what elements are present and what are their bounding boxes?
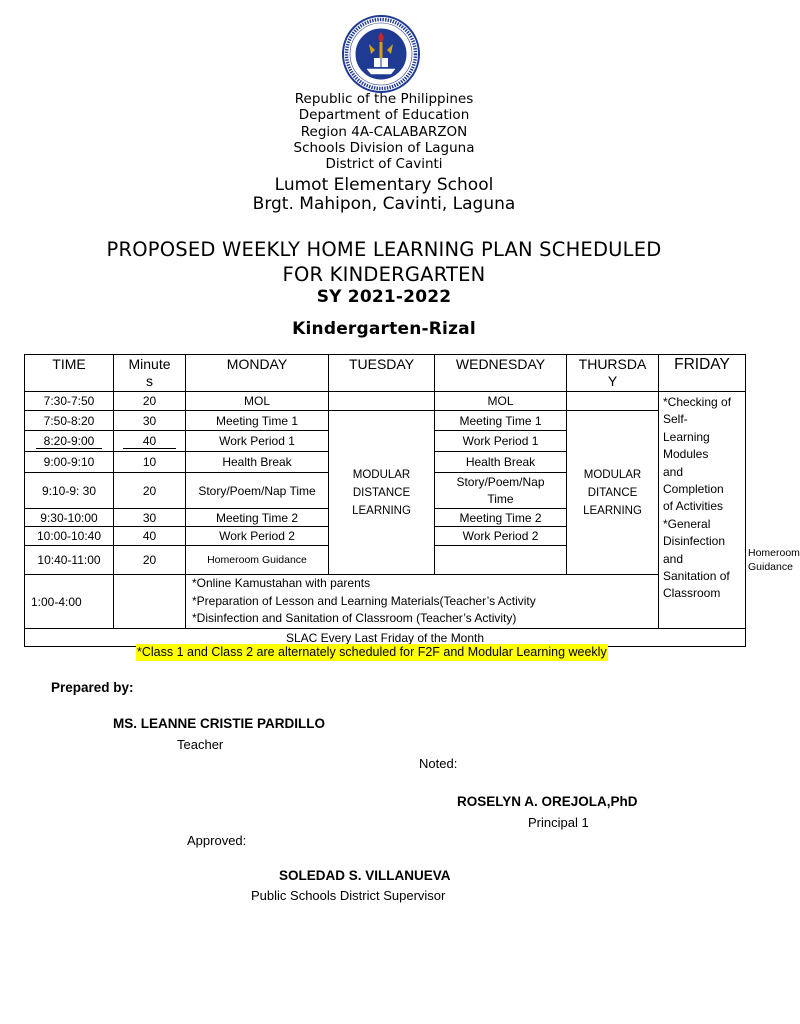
header-friday: FRIDAY: [659, 355, 746, 392]
principal-name: ROSELYN A. OREJOLA,PhD: [457, 794, 638, 809]
school-name: Lumot Elementary School: [274, 175, 494, 195]
plan-title-line1: PROPOSED WEEKLY HOME LEARNING PLAN SCHEDULED: [106, 238, 662, 261]
prepared-label: Prepared by:: [51, 680, 134, 695]
header-time: TIME: [25, 355, 114, 392]
header-republic: Republic of the Philippines: [294, 91, 474, 107]
header-region: Region 4A-CALABARZON: [300, 124, 468, 140]
header-district: District of Cavinti: [325, 156, 443, 172]
header-thursday: THURSDA Y: [567, 355, 659, 392]
cell-time: 7:30-7:50: [25, 392, 114, 411]
cell-monday: Meeting Time 1: [186, 411, 329, 431]
section-name: Kindergarten-Rizal: [292, 319, 476, 339]
school-year: SY 2021-2022: [316, 287, 452, 307]
header-department: Department of Education: [298, 107, 470, 123]
cell-minutes: 40: [114, 431, 186, 452]
approved-label: Approved:: [187, 833, 247, 848]
cell-monday: Story/Poem/Nap Time: [186, 473, 329, 509]
cell-time: 10:40-11:00: [25, 546, 114, 575]
cell-thursday: [567, 392, 659, 411]
friday-activities: *Checking of Self- Learning Modules and Completion of Activities *General Disinfection and Sanitation of Classroom: [659, 392, 746, 629]
header-tuesday: TUESDAY: [329, 355, 435, 392]
cell-wednesday: Work Period 2: [435, 527, 567, 546]
cell-tuesday: [435, 546, 567, 575]
cell-monday: Work Period 1: [186, 431, 329, 452]
afternoon-activities: *Online Kamustahan with parents *Preparation of Lesson and Learning Materials(Teacher’s Activity *Disinfection and Sanitation of Classroom (Teacher’s Activity): [186, 575, 659, 629]
supervisor-name: SOLEDAD S. VILLANUEVA: [279, 868, 451, 883]
cell-monday: Health Break: [186, 452, 329, 473]
cell-wednesday: Health Break: [435, 452, 567, 473]
cell-time: 10:00-10:40: [25, 527, 114, 546]
thursday-modular-block: MODULAR DITANCE LEARNING: [567, 411, 659, 575]
cell-wednesday: Work Period 1: [435, 431, 567, 452]
slac-note: SLAC Every Last Friday of the Month: [25, 629, 746, 647]
supervisor-role: Public Schools District Supervisor: [251, 888, 446, 903]
cell-time: 1:00-4:00: [25, 575, 114, 629]
cell-minutes: 40: [114, 527, 186, 546]
noted-label: Noted:: [419, 756, 458, 771]
tuesday-modular-block: MODULAR DISTANCE LEARNING: [329, 411, 435, 575]
header-wednesday: WEDNESDAY: [435, 355, 567, 392]
school-address-clip: [0, 194, 768, 214]
cell-time: 7:50-8:20: [25, 411, 114, 431]
header-minutes: Minute s: [114, 355, 186, 392]
cell-wednesday: MOL: [435, 392, 567, 411]
table-row-afternoon: [25, 575, 746, 629]
cell-time: 9:00-9:10: [25, 452, 114, 473]
cell-minutes: 20: [114, 473, 186, 509]
table-row: [25, 392, 746, 411]
cell-monday: Homeroom Guidance: [186, 546, 329, 575]
deped-seal-icon: [341, 14, 421, 94]
table-header-row: [25, 355, 746, 392]
table-row: [25, 411, 746, 431]
cell-wednesday: Story/Poem/Nap Time: [435, 473, 567, 509]
cell-minutes: 10: [114, 452, 186, 473]
cell-tuesday: [329, 392, 435, 411]
header-division: Schools Division of Laguna: [293, 140, 475, 156]
cell-wednesday: Meeting Time 1: [435, 411, 567, 431]
cell-minutes: 30: [114, 509, 186, 527]
cell-minutes: [114, 575, 186, 629]
cell-time: 8:20-9:00: [25, 431, 114, 452]
plan-title-line2: FOR KINDERGARTEN: [282, 263, 486, 286]
cell-monday: MOL: [186, 392, 329, 411]
header-monday: MONDAY: [186, 355, 329, 392]
cell-time: 9:30-10:00: [25, 509, 114, 527]
cell-minutes: 20: [114, 392, 186, 411]
cell-minutes: 30: [114, 411, 186, 431]
cell-wednesday: Meeting Time 2: [435, 509, 567, 527]
cell-minutes: 20: [114, 546, 186, 575]
cell-monday: Meeting Time 2: [186, 509, 329, 527]
teacher-name: MS. LEANNE CRISTIE PARDILLO: [113, 716, 326, 731]
principal-role: Principal 1: [528, 815, 589, 830]
schedule-table: [24, 354, 800, 647]
school-address: Brgt. Mahipon, Cavinti, Laguna: [252, 194, 516, 214]
cell-time: 9:10-9: 30: [25, 473, 114, 509]
cell-monday: Work Period 2: [186, 527, 329, 546]
schedule-note: *Class 1 and Class 2 are alternately scheduled for F2F and Modular Learning weekly: [137, 645, 607, 659]
teacher-role: Teacher: [177, 737, 224, 752]
table-row: 10:40-11:00 20 Homeroom Guidance Homeroom Guidance: [25, 546, 746, 575]
